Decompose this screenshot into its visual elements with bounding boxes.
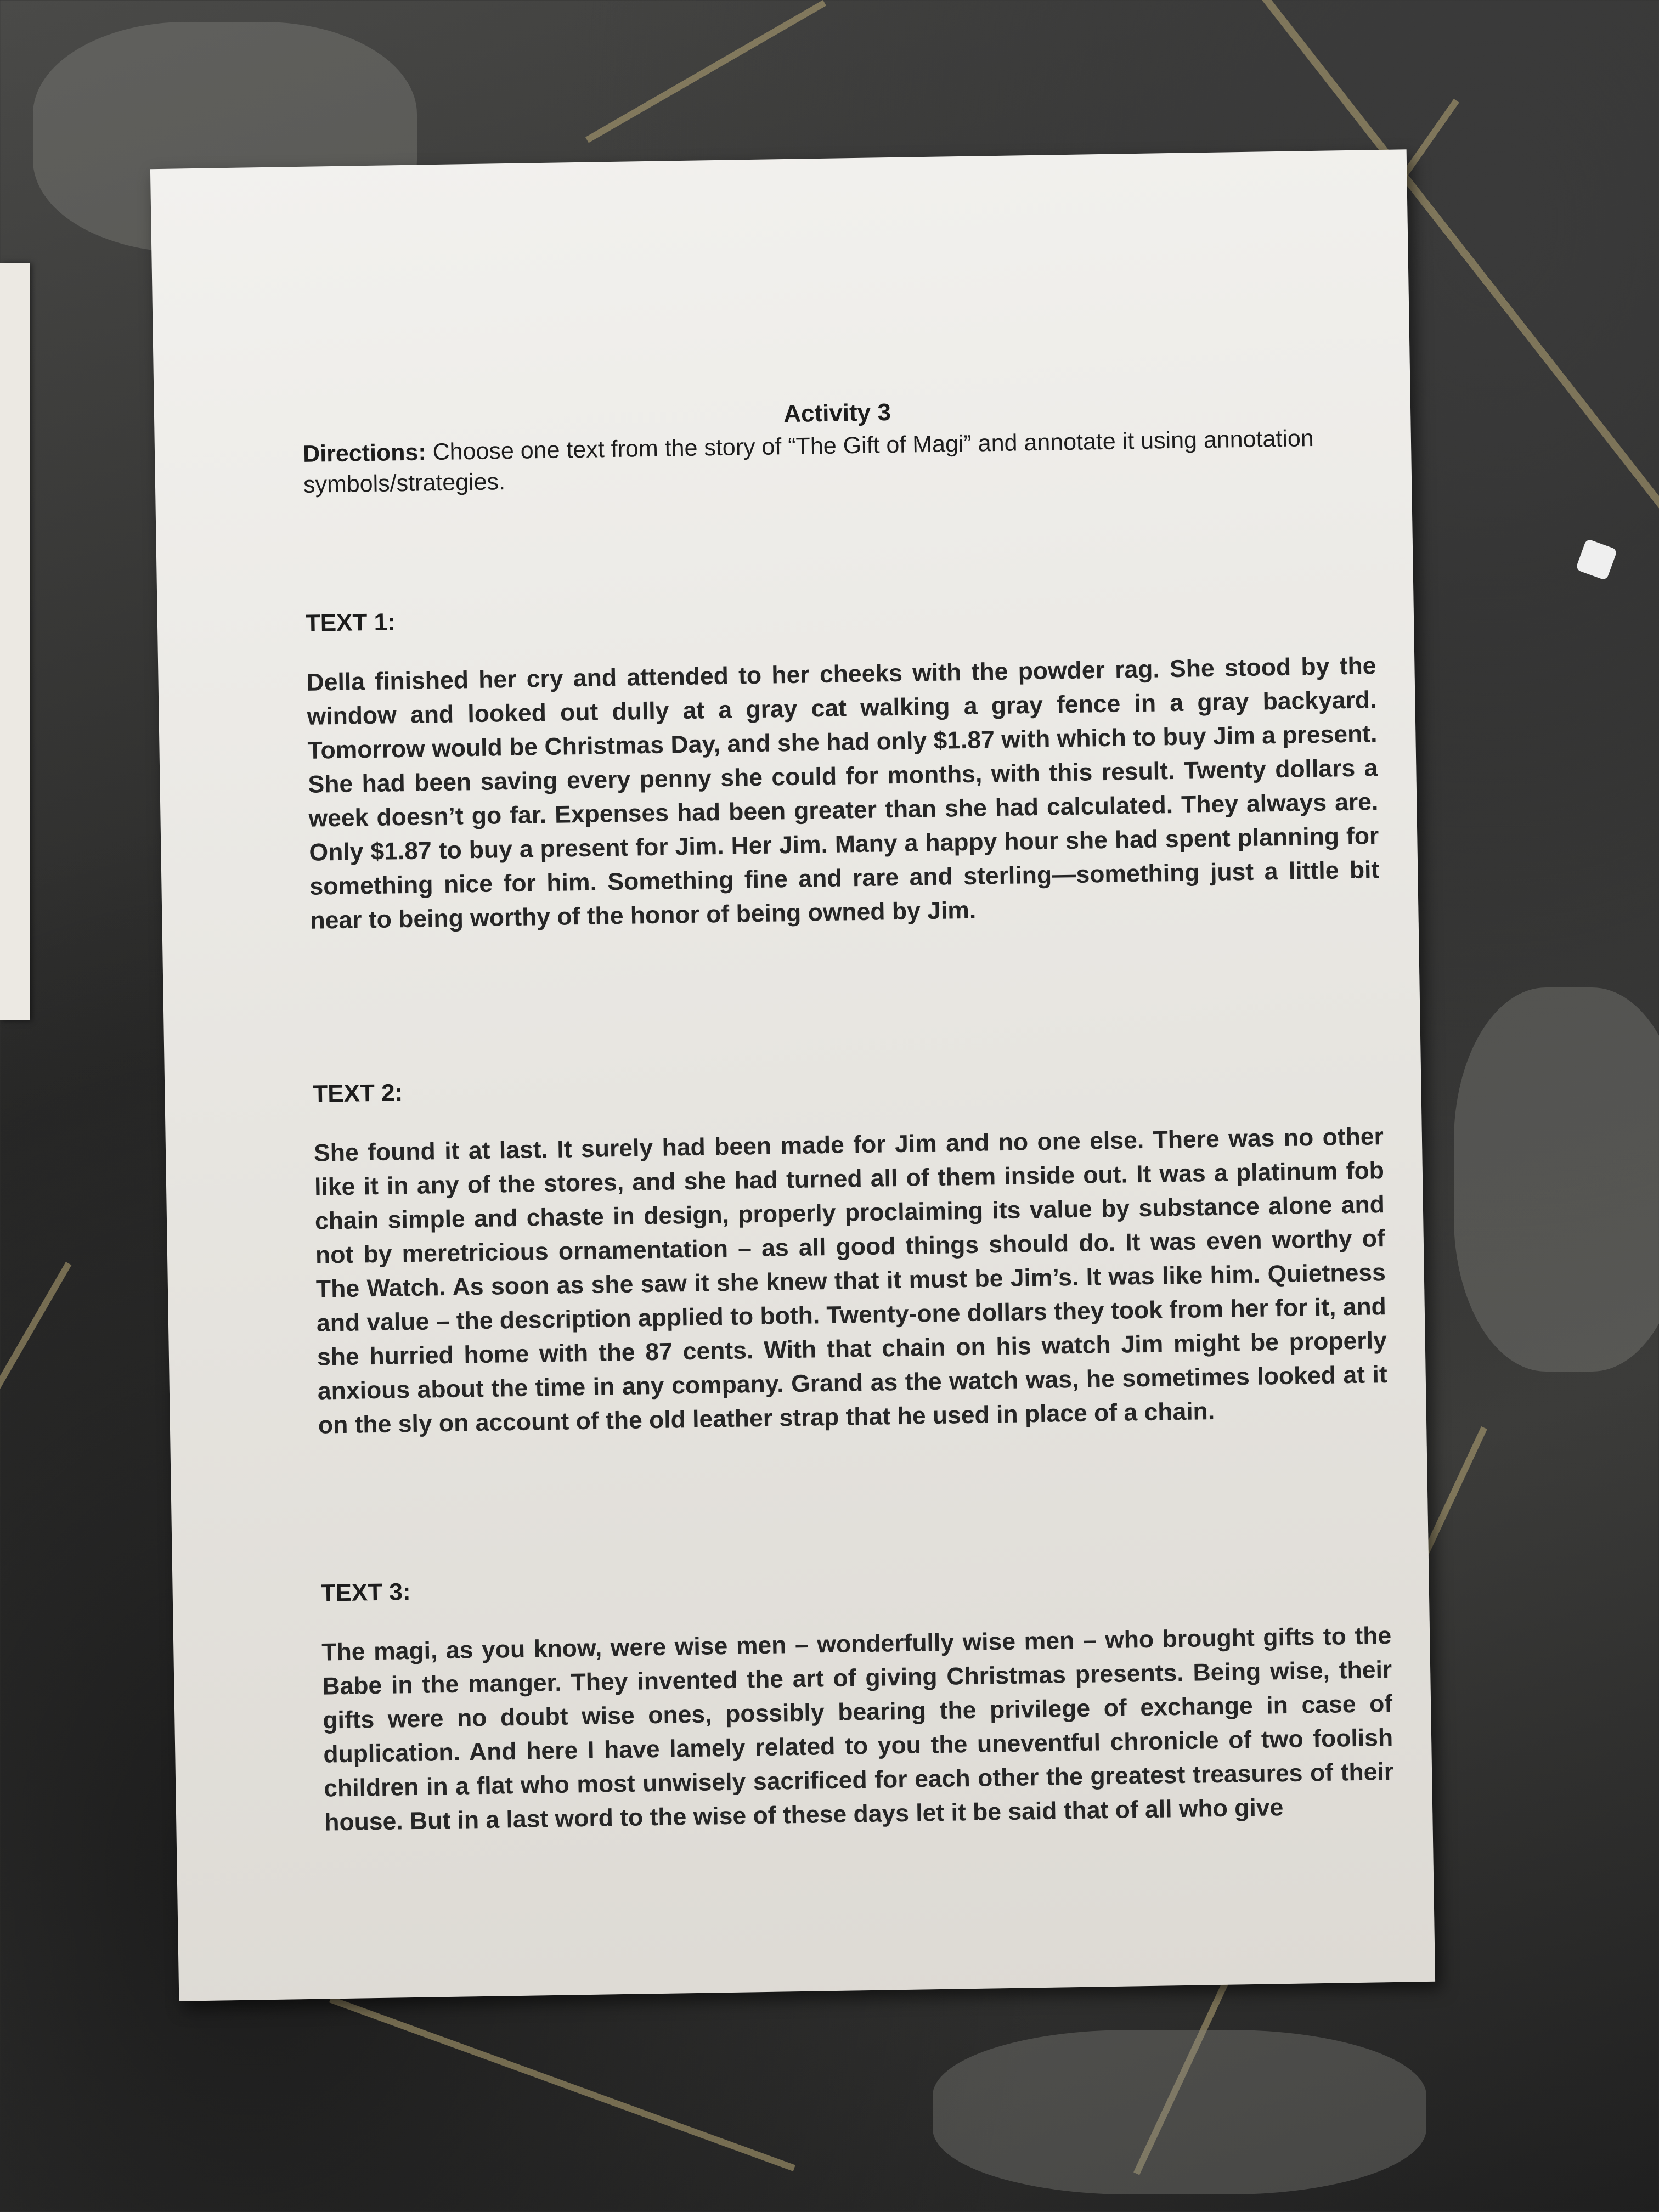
fabric-pattern-line <box>0 1262 71 1930</box>
fabric-pattern-line <box>585 0 826 143</box>
directions-label: Directions: <box>302 439 427 467</box>
activity-title: Activity 3 <box>783 399 891 428</box>
text-2-heading: TEXT 2: <box>313 1079 403 1108</box>
directions-text: Choose one text from the story of “The Gift of Magi” and annotate it using annotation symbols/strategies. <box>303 425 1314 498</box>
text-1-body: Della finished her cry and attended to her cheeks with the powder rag. She stood by the window and looked out dully at a gray cat walking a gray fence in a gray backyard. Tomorrow would be Christmas Day, and she had only $1.87 with which to buy Jim a present. She had been saving every penny she could for months, with this result. Twenty dollars a week doesn’t go far. Expenses had been greater than she had calculated. They always are. Only $1.87 to buy a present for Jim. Her Jim. Many a happy hour she had spent planning for something nice for him. Something fine and rare and sterling—something just a little bit near to being worthy of the honor of being owned by Jim. <box>306 652 1380 934</box>
text-1-heading: TEXT 1: <box>305 608 396 637</box>
directions <box>303 422 1374 500</box>
worksheet-paper <box>150 149 1435 2001</box>
text-block-3 <box>320 1563 1394 1840</box>
fabric-pattern-line <box>329 1996 795 2171</box>
text-3-body: The magi, as you know, were wise men – wonderfully wise men – who brought gifts to the Babe in the manger. They invented the art of giving Christmas presents. Being wise, their gifts were no doubt wise ones, possibly bearing the privilege of exchange in case of duplication. And here I have lamely related to you the uneventful chronicle of two foolish children in a flat who most unwisely sacrificed for each other the greatest treasures of their house. But in a last word to the wise of these days let it be said that of all who give <box>321 1622 1394 1836</box>
text-2-body: She found it at last. It surely had been made for Jim and no one else. There was no other like it in any of the stores, and she had turned all of them inside out. It was a platinum fob chain simple and chaste in design, properly proclaiming its value by substance alone and not by meretricious ornamentation – as all good things should do. It was even worthy of The Watch. As soon as she saw it she knew that it must be Jim’s. It was like him. Quietness and value – the description applied to both. Twenty-one dollars they took from her for it, and she hurried home with the 87 cents. With that chain on his watch Jim might be properly anxious about the time in any company. Grand as the watch was, he sometimes looked at it on the sly on account of the old leather strap that he used in place of a chain. <box>313 1123 1388 1439</box>
adjacent-paper-sheet <box>0 263 30 1020</box>
fabric-clip <box>1576 539 1618 581</box>
worksheet-content <box>302 391 1395 1839</box>
fabric-pattern-patch <box>1454 988 1659 1372</box>
text-block-1 <box>306 593 1380 938</box>
fabric-pattern-patch <box>933 2030 1426 2194</box>
text-block-2 <box>313 1064 1388 1443</box>
text-3-heading: TEXT 3: <box>320 1578 411 1607</box>
